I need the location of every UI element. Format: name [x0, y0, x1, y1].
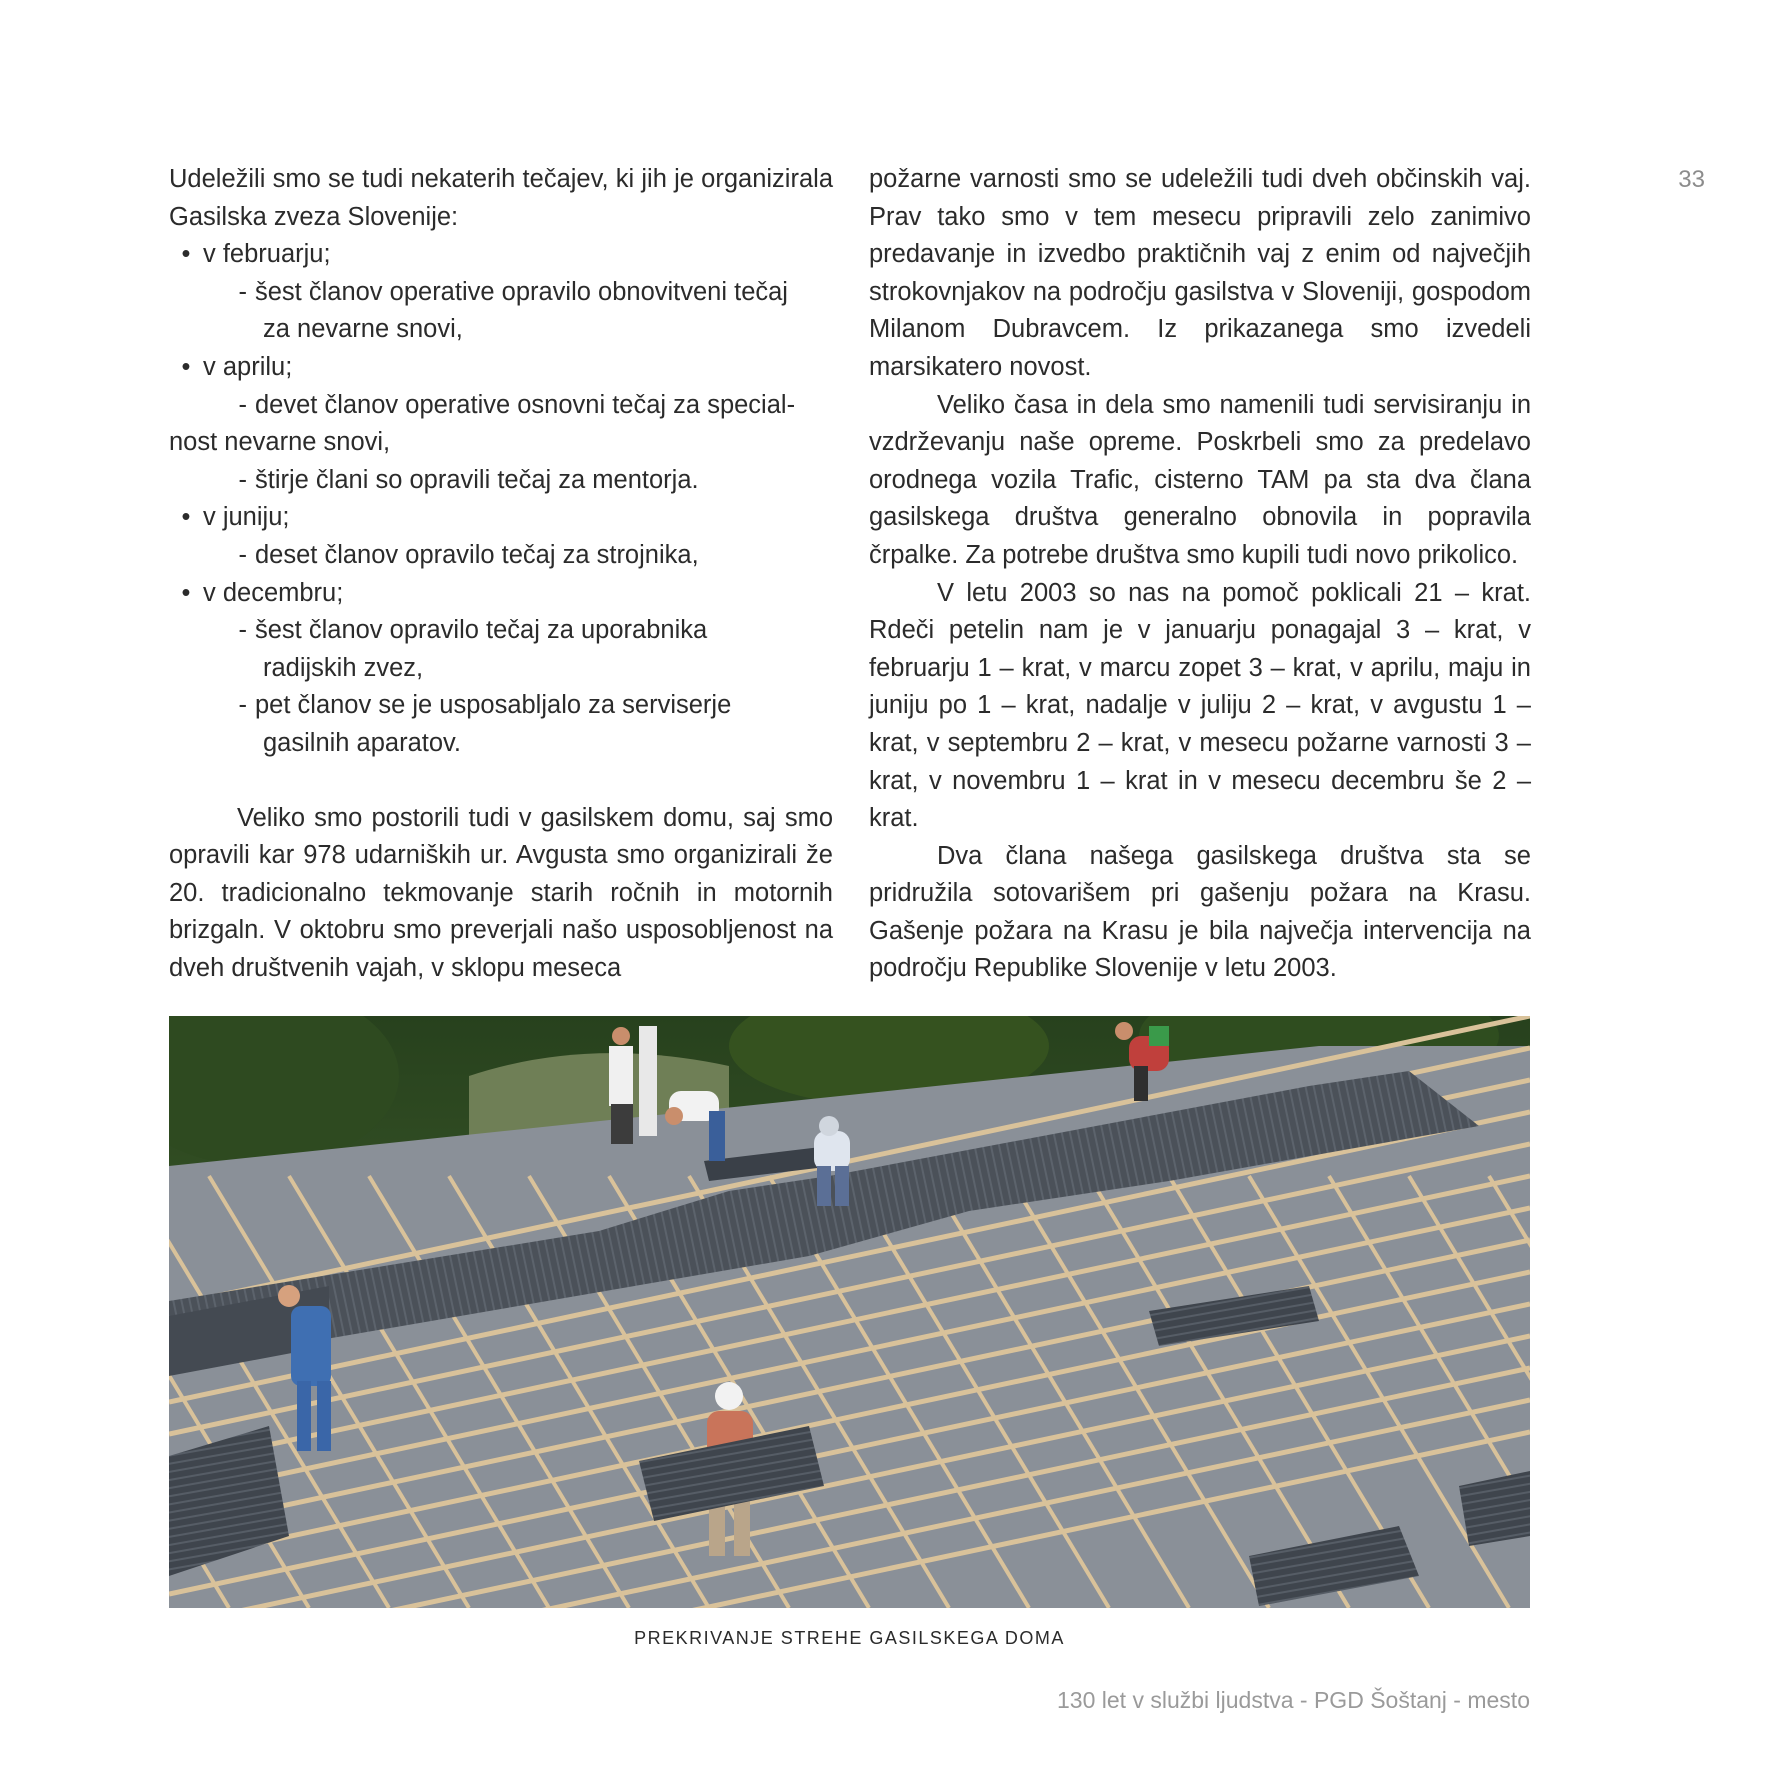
body-paragraph: Dva člana našega gasilskega društva sta se pridružila sotovarišem pri gašenju požara na Krasu. Gašenje požara na Krasu je bila največja intervencija na področju Republike Slovenije v letu 2003.	[869, 841, 1531, 983]
dash-icon: -	[238, 616, 247, 645]
sub-list: - devet članov operative osnovni tečaj za special-	[203, 387, 833, 425]
left-column: Udeležili smo se tudi nekaterih tečajev, ki jih je organizirala Gasilska zveza Slovenije: • v februarju; - šest članov operative opravilo obnovitveni tečaj za nevarne snovi, • v aprilu; - devet članov operative osnovni tečaj za special- nost nevarne snovi, - štirje člani so opravili tečaj za mentorja. • v juniju; - deset članov opravilo tečaj za strojnika, • v decembru; - šest članov opravilo tečaj za uporabnika radijskih zvez, - pet članov se je usposabljalo za serviserje gasilnih aparatov. Veliko smo postorili tudi v gasilskem domu, saj smo opravili kar 978 udarniških ur. Avgusta smo organizirali že 20. tradicionalno tekmovanje starih ročnih in motornih brizgaln. V oktobru smo preverjali našo usposobljenost na dveh društvenih vajah, v sklopu meseca	[169, 161, 833, 987]
dash-icon: -	[238, 390, 247, 419]
bullet-icon: •	[181, 240, 191, 269]
page-footer: 130 let v službi ljudstva - PGD Šoštanj - mesto	[1057, 1687, 1530, 1713]
list-item: • v decembru;	[169, 575, 833, 613]
body-paragraph: Veliko smo postorili tudi v gasilskem domu, saj smo opravili kar 978 udarniških ur. Avgusta smo organizirali že 20. tradicionalno tekmovanje starih ročnih in motornih brizgaln. V oktobru smo preverjali našo usposobljenost na dveh društvenih vajah, v sklopu meseca	[169, 803, 833, 982]
roof-photo	[169, 1016, 1530, 1608]
body-paragraph: V letu 2003 so nas na pomoč poklicali 21 – krat. Rdeči petelin nam je v januarju ponagajal 3 – krat, v februarju 1 – krat, v marcu zopet 3 – krat, v aprilu, maju in juniju po 1 – krat, nadalje v juliju 2 – krat, v avgustu 1 – krat, v septembru 2 – krat, v mesecu požarne varnosti 3 – krat, v novembru 1 – krat in v mesecu decembru še 2 – krat.	[869, 578, 1531, 833]
bullet-icon: •	[181, 503, 191, 532]
sub-list: - šest članov operative opravilo obnovitveni tečaj za nevarne snovi,	[203, 274, 833, 349]
page-number: 33	[1678, 166, 1705, 193]
dash-icon: -	[238, 691, 247, 720]
bullet-icon: •	[181, 352, 191, 381]
sub-list: - deset članov opravilo tečaj za strojnika,	[203, 537, 833, 575]
intro-paragraph: Udeležili smo se tudi nekaterih tečajev, ki jih je organizirala Gasilska zveza Slovenije:	[169, 165, 833, 231]
list-item: • v juniju;	[169, 499, 833, 537]
photo-caption: PREKRIVANJE STREHE GASILSKEGA DOMA	[634, 1628, 1065, 1648]
dash-icon: -	[238, 540, 247, 569]
roof-illustration	[169, 1016, 1530, 1608]
right-column	[869, 161, 1531, 988]
list-item: • v februarju;	[169, 236, 833, 274]
body-paragraph: požarne varnosti smo se udeležili tudi dveh občinskih vaj. Prav tako smo v tem mesecu pripravili zelo zanimivo predavanje in izvedbo praktičnih vaj z enim od največjih strokovnjakov na področju gasilstva v Sloveniji, gospodom Milanom Dubravcem. Iz prikazanega smo izvedeli marsikatero novost.	[869, 165, 1531, 381]
dash-icon: -	[238, 277, 247, 306]
body-paragraph: Veliko časa in dela smo namenili tudi servisiranju in vzdrževanju naše opreme. Poskrbeli smo za predelavo orodnega vozila Trafic, cisterno TAM pa sta dva člana gasilskega društva generalno obnovila in popravila črpalke. Za potrebe društva smo kupili tudi novo prikolico.	[869, 390, 1531, 569]
sub-list: - šest članov opravilo tečaj za uporabnika radijskih zvez, - pet članov se je usposabljalo za serviserje gasilnih aparatov.	[203, 612, 833, 762]
list-item: • v aprilu;	[169, 349, 833, 387]
dash-icon: -	[238, 465, 247, 494]
bullet-icon: •	[181, 578, 191, 607]
